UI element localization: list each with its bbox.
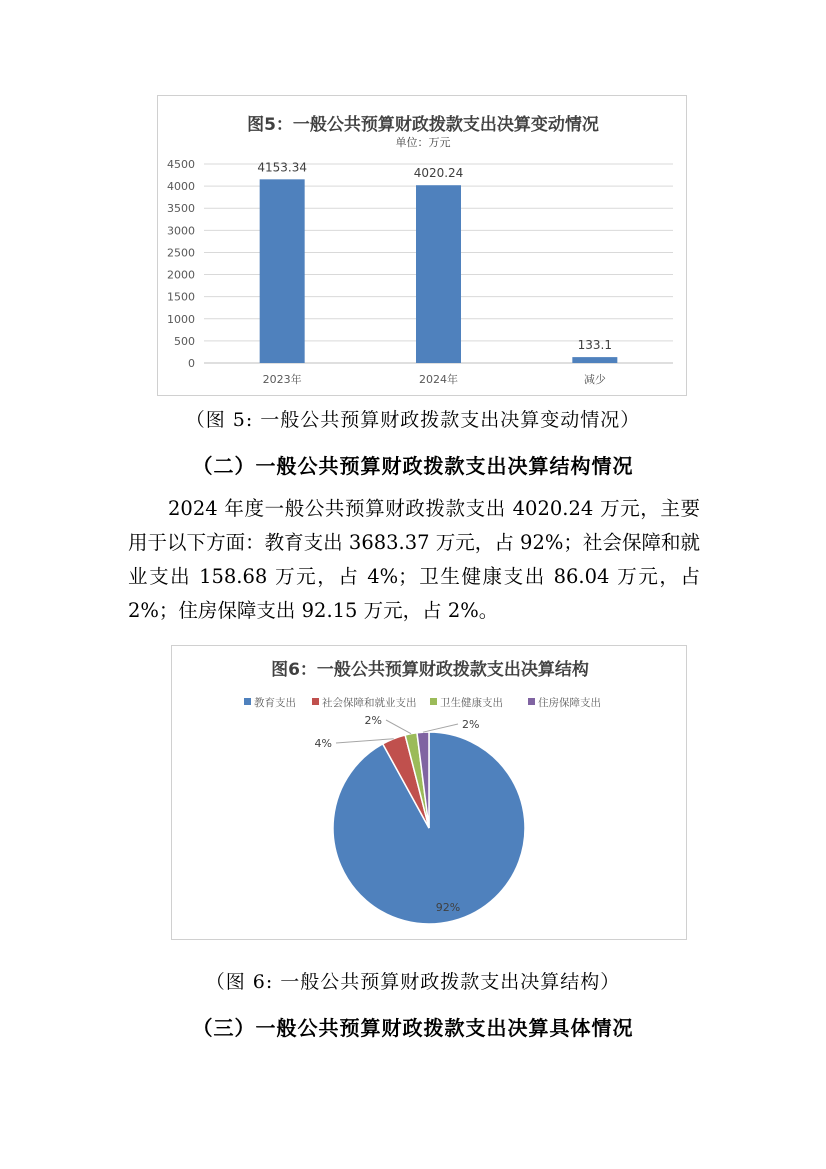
x-tick-label: 2024年 — [419, 373, 458, 386]
bar-减少 — [572, 357, 617, 363]
legend-entry: 住房保障支出 — [538, 697, 601, 709]
legend-swatch — [244, 698, 251, 705]
bar-chart-title: 图5：一般公共预算财政拨款支出决算变动情况 — [247, 115, 599, 135]
bar-2023年 — [260, 179, 305, 363]
legend-swatch — [312, 698, 319, 705]
pie-chart — [172, 646, 688, 941]
pie-value-label: 2% — [364, 714, 382, 727]
pie-leader-line — [386, 720, 411, 734]
y-tick-label: 1500 — [167, 290, 195, 304]
legend-swatch — [430, 698, 437, 705]
y-tick-label: 4500 — [167, 158, 195, 171]
y-tick-label: 3000 — [167, 224, 195, 238]
legend-entry: 卫生健康支出 — [440, 697, 503, 709]
figure5-caption: （图 5: 一般公共预算财政拨款支出决算变动情况） — [185, 409, 641, 431]
pie-leader-line — [423, 724, 458, 732]
legend-entry: 教育支出 — [254, 697, 296, 709]
bar-value-label: 4020.24 — [413, 166, 464, 181]
section2-paragraph: 2024 年度一般公共预算财政拨款支出 4020.24 万元，主要用于以下方面：教育支出 3683.37 万元，占 92%；社会保障和就业支出 158.68 万元，占 4%；卫生健康支出 86.04 万元，占 2%；住房保障支出 92.15 万元，占 2%。 — [128, 497, 700, 622]
x-tick-label: 2023年 — [262, 373, 302, 386]
bar-2024年 — [416, 185, 461, 363]
bar-value-label: 4153.34 — [257, 160, 307, 175]
pie-value-label: 92% — [435, 901, 461, 914]
pie-chart-frame — [171, 645, 687, 940]
y-tick-label: 4000 — [167, 180, 195, 194]
pie-value-label: 2% — [462, 718, 480, 731]
legend-swatch — [528, 698, 535, 705]
bar-chart-subtitle: 单位：万元 — [395, 136, 451, 149]
y-tick-label: 500 — [174, 334, 195, 348]
y-tick-label: 3500 — [167, 202, 195, 216]
bar-chart — [158, 96, 688, 397]
figure6-caption: （图 6: 一般公共预算财政拨款支出决算结构） — [205, 971, 621, 993]
bar-value-label: 133.1 — [577, 338, 613, 353]
bar-chart-frame — [157, 95, 687, 396]
y-tick-label: 2000 — [167, 268, 195, 282]
pie-chart-title: 图6：一般公共预算财政拨款支出决算结构 — [271, 660, 589, 680]
section2-heading: （二）一般公共预算财政拨款支出决算结构情况 — [192, 454, 634, 478]
y-tick-label: 1000 — [167, 312, 195, 326]
section3-heading: （三）一般公共预算财政拨款支出决算具体情况 — [192, 1016, 634, 1040]
y-tick-label: 2500 — [167, 246, 195, 260]
y-tick-label: 0 — [188, 357, 195, 370]
pie-value-label: 4% — [314, 737, 332, 750]
x-tick-label: 减少 — [583, 373, 606, 386]
legend-entry: 社会保障和就业支出 — [322, 697, 417, 709]
